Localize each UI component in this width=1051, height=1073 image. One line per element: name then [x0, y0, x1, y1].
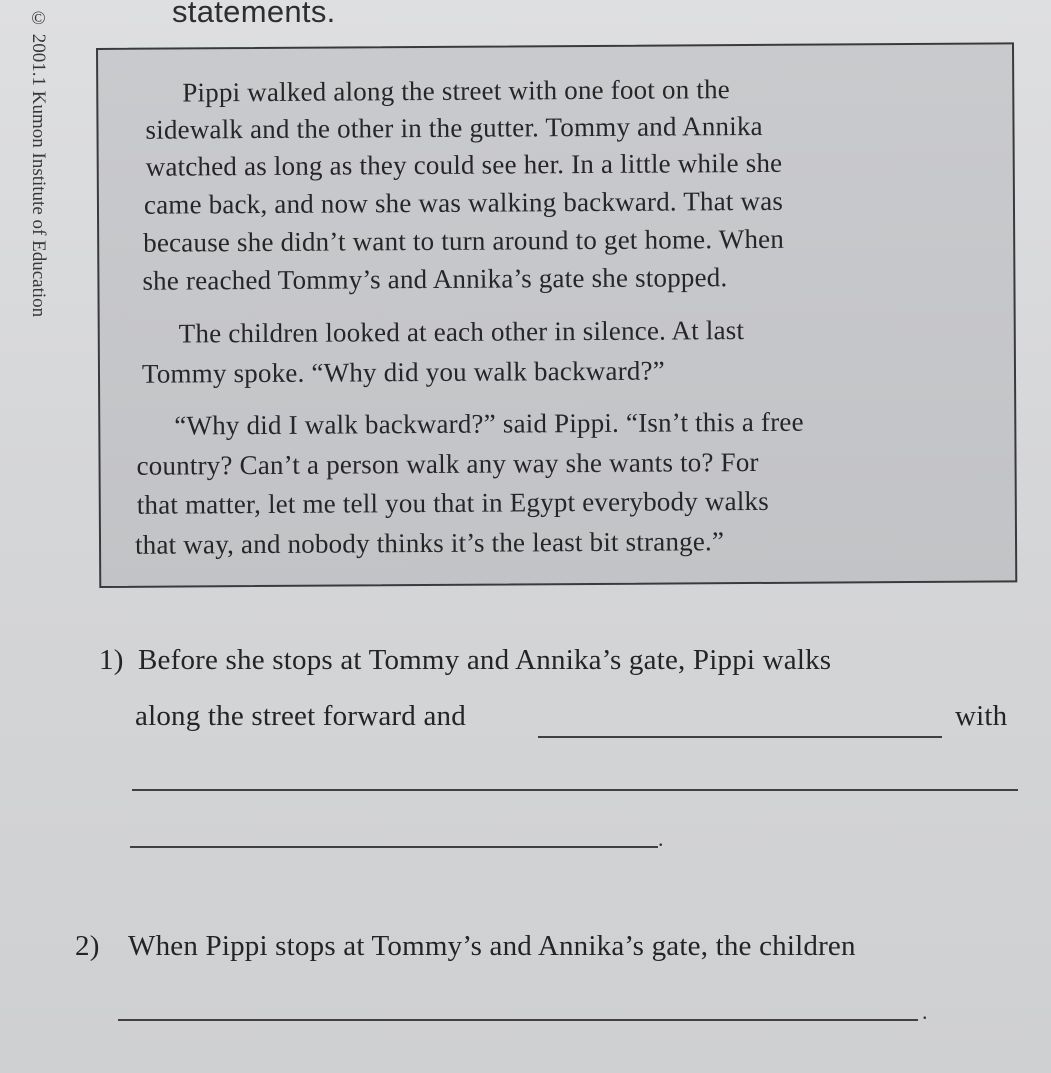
- reading-passage-box: [96, 42, 1017, 588]
- copyright-notice: © 2001.1 Kumon Institute of Education: [28, 8, 49, 318]
- question-2-text: When Pippi stops at Tommy’s and Annika’s gate, the children: [128, 930, 856, 962]
- question-1-text-with: with: [955, 700, 1008, 732]
- passage-line: that matter, let me tell you that in Egypt everybody walks: [136, 485, 769, 520]
- passage-line: because she didn’t want to turn around to get home. When: [143, 223, 785, 258]
- passage-line: Pippi walked along the street with one foot on the: [182, 74, 730, 108]
- question-2-number: 2): [75, 930, 100, 962]
- passage-line: sidewalk and the other in the gutter. Tommy and Annika: [145, 110, 763, 145]
- question-1-number: 1): [99, 644, 124, 676]
- answer-period-2: .: [922, 999, 928, 1024]
- passage-line: that way, and nobody thinks it’s the least bit strange.”: [134, 526, 725, 560]
- passage-line: country? Can’t a person walk any way she wants to? For: [136, 446, 759, 481]
- passage-line: watched as long as they could see her. In a little while she: [145, 147, 783, 182]
- answer-blank-2[interactable]: [118, 1019, 918, 1021]
- answer-period-1: .: [658, 826, 664, 851]
- passage-line: she reached Tommy’s and Annika’s gate she stopped.: [142, 262, 728, 296]
- passage-line: The children looked at each other in silence. At last: [178, 315, 745, 349]
- passage-line: came back, and now she was walking backward. That was: [143, 185, 784, 220]
- passage-line: Tommy spoke. “Why did you walk backward?”: [141, 355, 665, 389]
- question-1-text: Before she stops at Tommy and Annika’s gate, Pippi walks: [138, 644, 832, 676]
- answer-blank-1c[interactable]: [130, 846, 658, 848]
- passage-line: “Why did I walk backward?” said Pippi. “Isn’t this a free: [174, 406, 804, 441]
- question-1-text-continued: along the street forward and: [135, 700, 466, 732]
- answer-blank-1b[interactable]: [132, 789, 1018, 791]
- header-statements: statements.: [172, 0, 336, 29]
- answer-blank-1a[interactable]: [538, 736, 942, 738]
